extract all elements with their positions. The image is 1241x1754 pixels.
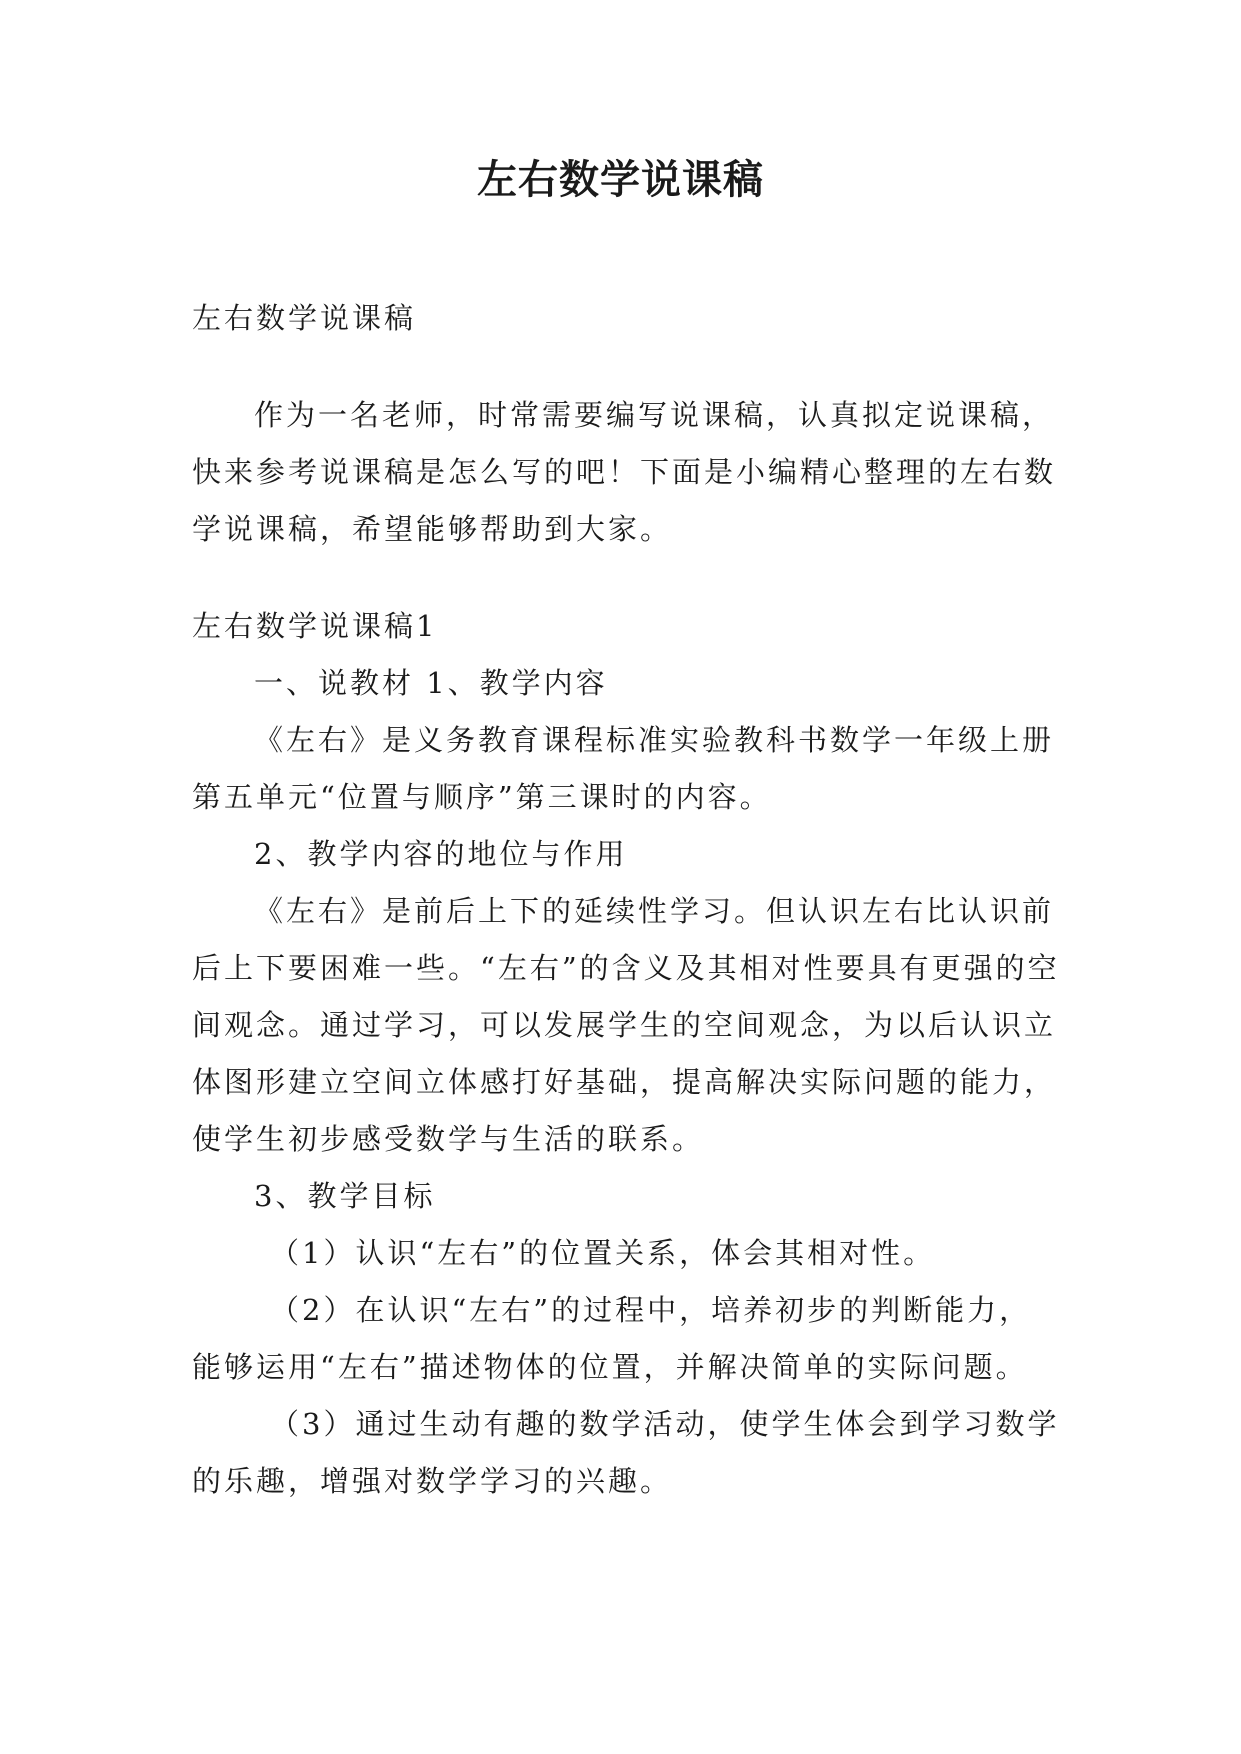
goal-item-2: （2）在认识“左右”的过程中，培养初步的判断能力，能够运用“左右”描述物体的位置，并解决简单的实际问题。	[192, 1293, 1032, 1384]
goal-item-3: （3）通过生动有趣的数学活动，使学生体会到学习数学的乐趣，增强对数学学习的兴趣。	[192, 1407, 1060, 1498]
subtitle-paragraph: 左右数学说课稿	[192, 301, 417, 335]
heading-teaching-material: 一、说教材 1、教学内容	[254, 666, 608, 700]
intro-paragraph: 作为一名老师，时常需要编写说课稿，认真拟定说课稿，快来参考说课稿是怎么写的吧！下面是小编精心整理的左右数学说课稿，希望能够帮助到大家。	[192, 398, 1057, 546]
document-title: 左右数学说课稿	[477, 156, 764, 203]
heading-teaching-goals: 3、教学目标	[254, 1179, 436, 1213]
document-body	[192, 290, 1062, 1510]
paragraph-position-role: 《左右》是前后上下的延续性学习。但认识左右比认识前后上下要困难一些。“左右”的含义及其相对性要具有更强的空间观念。通过学习，可以发展学生的空间观念，为以后认识立体图形建立空间立体感打好基础，提高解决实际问题的能力，使学生初步感受数学与生活的联系。	[192, 894, 1060, 1156]
heading-position-role: 2、教学内容的地位与作用	[254, 837, 628, 871]
goal-item-1: （1）认识“左右”的位置关系，体会其相对性。	[270, 1236, 936, 1270]
section-heading: 左右数学说课稿1	[192, 609, 438, 643]
paragraph-teaching-content: 《左右》是义务教育课程标准实验教科书数学一年级上册第五单元“位置与顺序”第三课时的内容。	[192, 723, 1055, 814]
